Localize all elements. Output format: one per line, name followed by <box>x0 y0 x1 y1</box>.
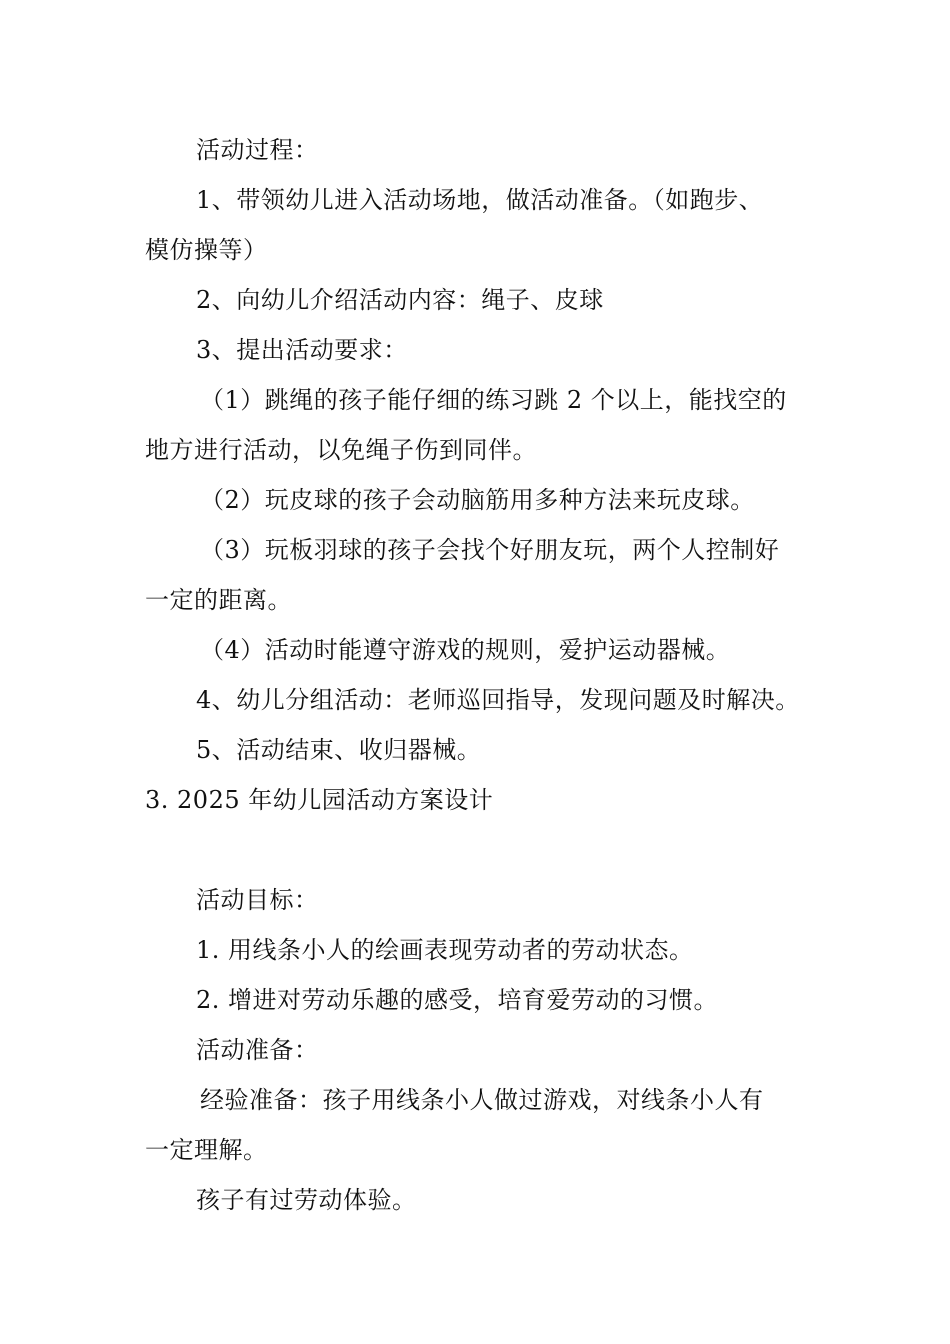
prep-heading: 活动准备： <box>196 1036 319 1064</box>
step-1-line-1: 1、带领幼儿进入活动场地，做活动准备。（如跑步、 <box>196 186 764 214</box>
prep-1-line-1: 经验准备：孩子用线条小人做过游戏，对线条小人有 <box>200 1086 764 1114</box>
prep-1-line-2: 一定理解。 <box>145 1136 268 1164</box>
process-heading: 活动过程： <box>196 136 319 164</box>
goal-2: 2. 增进对劳动乐趣的感受，培育爱劳动的习惯。 <box>196 986 719 1014</box>
goal-heading: 活动目标： <box>196 886 319 914</box>
requirement-3-line-2: 一定的距离。 <box>145 586 292 614</box>
step-5: 5、活动结束、收归器械。 <box>196 736 482 764</box>
step-3: 3、提出活动要求： <box>196 336 408 364</box>
requirement-1-line-2: 地方进行活动，以免绳子伤到同伴。 <box>145 436 537 464</box>
prep-2: 孩子有过劳动体验。 <box>196 1186 417 1214</box>
section-3-title: 3. 2025 年幼儿园活动方案设计 <box>145 786 494 814</box>
requirement-4: （4）活动时能遵守游戏的规则，爱护运动器械。 <box>200 636 731 664</box>
step-4: 4、幼儿分组活动：老师巡回指导，发现问题及时解决。 <box>196 686 800 714</box>
requirement-3-line-1: （3）玩板羽球的孩子会找个好朋友玩，两个人控制好 <box>200 536 780 564</box>
requirement-2: （2）玩皮球的孩子会动脑筋用多种方法来玩皮球。 <box>200 486 755 514</box>
goal-1: 1. 用线条小人的绘画表现劳动者的劳动状态。 <box>196 936 694 964</box>
requirement-1-line-1: （1）跳绳的孩子能仔细的练习跳 2 个以上，能找空的 <box>200 386 787 414</box>
step-2: 2、向幼儿介绍活动内容：绳子、皮球 <box>196 286 604 314</box>
step-1-line-2: 模仿操等） <box>145 236 268 264</box>
